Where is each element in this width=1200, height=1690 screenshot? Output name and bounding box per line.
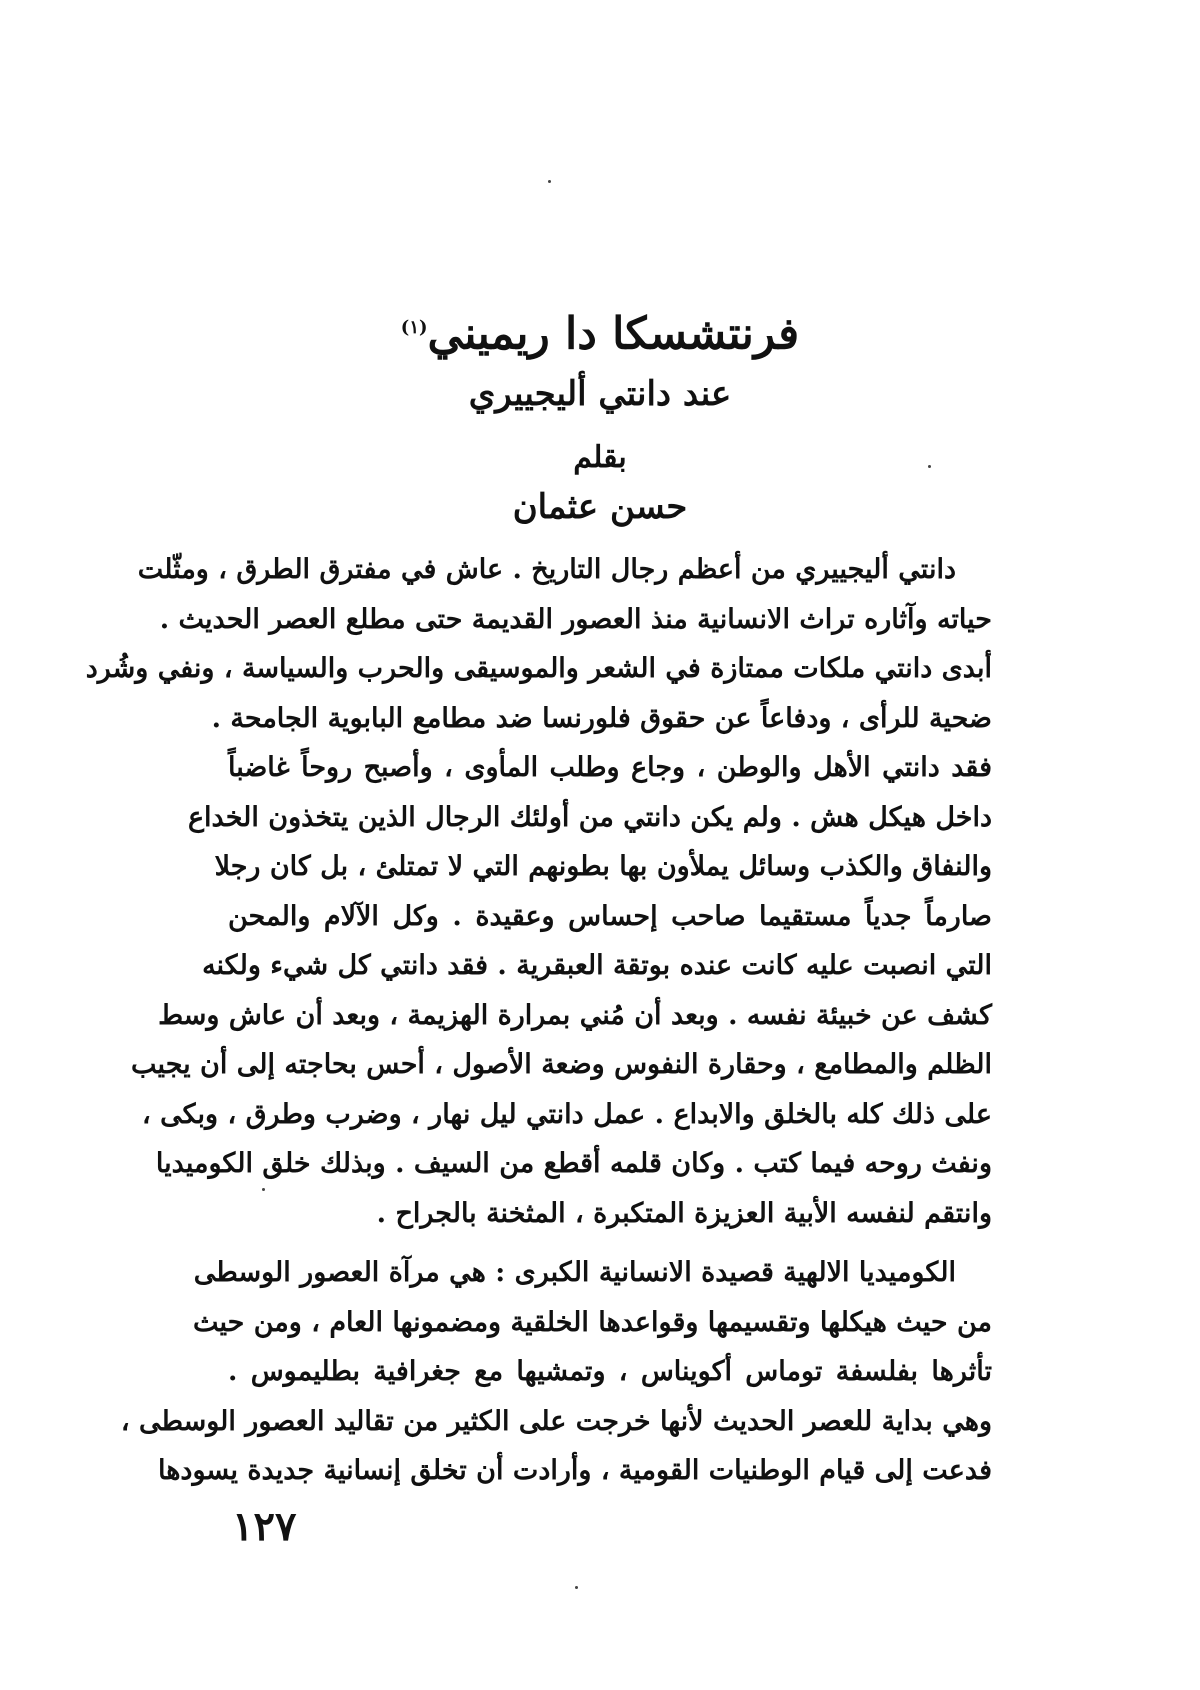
- text-line: الظلم والمطامع ، وحقارة النفوس وضعة الأصول ، أحس بحاجته إلى أن يجيب: [131, 1049, 992, 1080]
- text-line: تأثرها بفلسفة توماس أكويناس ، وتمشيها مع جغرافية بطليموس .: [228, 1356, 992, 1387]
- text-line: فقد دانتي الأهل والوطن ، وجاع وطلب المأوى ، وأصبح روحاً غاضباً: [228, 752, 992, 783]
- paper-speck: [548, 180, 551, 183]
- text-line: داخل هيكل هش . ولم يكن دانتي من أولئك الرجال الذين يتخذون الخداع: [187, 801, 992, 833]
- text-line: وانتقم لنفسه الأبية العزيزة المتكبرة ، المثخنة بالجراح .: [376, 1197, 992, 1229]
- paragraph-2: [120, 1248, 992, 1496]
- text-line: حياته وآثاره تراث الانسانية منذ العصور القديمة حتى مطلع العصر الحديث .: [159, 603, 992, 635]
- text-line: الكوميديا الالهية قصيدة الانسانية الكبرى : هي مرآة العصور الوسطى: [193, 1257, 956, 1288]
- author-name: حسن عثمان: [512, 487, 688, 527]
- text-line: وهي بداية للعصر الحديث لأنها خرجت على الكثير من تقاليد العصور الوسطى ،: [120, 1405, 992, 1437]
- text-line: ونفث روحه فيما كتب . وكان قلمه أقطع من السيف . وبذلك خلق الكوميديا: [155, 1148, 992, 1179]
- text-line: فدعت إلى قيام الوطنيات القومية ، وأرادت أن تخلق إنسانية جديدة يسودها: [157, 1455, 992, 1486]
- paragraph-1: [85, 545, 992, 1238]
- text-line: أبدى دانتي ملكات ممتازة في الشعر والموسيقى والحرب والسياسة ، ونفي وشُرد: [85, 653, 992, 684]
- text-line: صارماً جدياً مستقيما صاحب إحساس وعقيدة . وكل الآلام والمحن: [228, 900, 992, 932]
- article-title: [230, 298, 970, 358]
- text-line: على ذلك كله بالخلق والابداع . عمل دانتي ليل نهار ، وضرب وطرق ، وبكى ،: [142, 1098, 992, 1130]
- article-subtitle: عند دانتي أليجييري: [468, 374, 732, 414]
- byline: بقلم: [573, 440, 627, 475]
- text-line: ضحية للرأى ، ودفاعاً عن حقوق فلورنسا ضد مطامع البابوية الجامحة .: [211, 702, 992, 734]
- footnote-marker: (١): [400, 317, 428, 338]
- text-line: دانتي أليجييري من أعظم رجال التاريخ . عاش في مفترق الطرق ، ومثّلت: [137, 554, 956, 585]
- text-line: والنفاق والكذب وسائل يملأون بها بطونهم التي لا تمتلئ ، بل كان رجلا: [214, 851, 992, 882]
- text-line: من حيث هيكلها وتقسيمها وقواعدها الخلقية ومضمونها العام ، ومن حيث: [193, 1306, 992, 1338]
- paper-speck: [575, 1586, 578, 1589]
- text-line: كشف عن خبيئة نفسه . وبعد أن مُني بمرارة الهزيمة ، وبعد أن عاش وسط: [158, 999, 992, 1031]
- page-number: ١٢٧: [232, 1503, 297, 1550]
- text-line: التي انصبت عليه كانت عنده بوتقة العبقرية . فقد دانتي كل شيء ولكنه: [202, 950, 992, 981]
- article-title-text: فرنتشسكا دا ريميني: [427, 308, 800, 360]
